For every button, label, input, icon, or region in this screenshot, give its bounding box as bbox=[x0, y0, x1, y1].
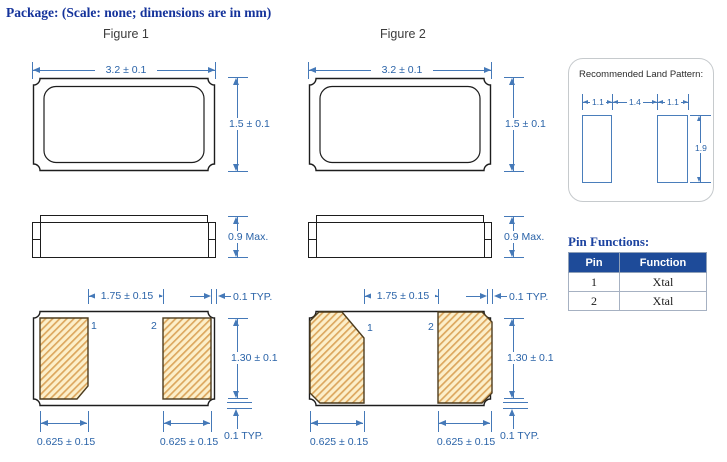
figure2-label: Figure 2 bbox=[380, 27, 426, 41]
fig1-pad-spacing-dim: 1.75 ± 0.15 bbox=[95, 290, 159, 302]
fig1-width-dim: 3.2 ± 0.1 bbox=[95, 64, 157, 76]
fig1-pad1-width-dim: 0.625 ± 0.15 bbox=[36, 436, 96, 448]
fig2-pad-length-dim: 1.30 ± 0.1 bbox=[507, 352, 554, 364]
fig1-pin1-label: 1 bbox=[91, 320, 97, 332]
table-header-row bbox=[569, 253, 707, 273]
fig2-pad2-width-dim: 0.625 ± 0.15 bbox=[436, 436, 496, 448]
land-gap-dim: 1.4 bbox=[629, 97, 641, 107]
land-pad1-width-dim: 1.1 bbox=[592, 97, 604, 107]
col-header-pin: Pin bbox=[569, 253, 620, 273]
fig2-pin1-label: 1 bbox=[367, 322, 373, 334]
fig2-edge-gap-bottom-dim: 0.1 TYP. bbox=[500, 430, 540, 442]
function-cell: Xtal bbox=[620, 273, 707, 292]
land-pad2-width-dim: 1.1 bbox=[667, 97, 679, 107]
pin-cell: 2 bbox=[569, 292, 620, 311]
fig2-edge-gap-top-dim: 0.1 TYP. bbox=[509, 291, 549, 303]
fig2-pin2-label: 2 bbox=[428, 321, 434, 333]
fig1-pad-length-dim: 1.30 ± 0.1 bbox=[231, 352, 278, 364]
fig1-thickness-dim: 0.9 Max. bbox=[228, 231, 269, 243]
function-cell: Xtal bbox=[620, 292, 707, 311]
figure1-label: Figure 1 bbox=[103, 27, 149, 41]
pin-cell: 1 bbox=[569, 273, 620, 292]
fig1-edge-gap-bottom-dim: 0.1 TYP. bbox=[224, 430, 264, 442]
fig2-width-dim: 3.2 ± 0.1 bbox=[371, 64, 433, 76]
pin-functions-title: Pin Functions: bbox=[568, 234, 650, 249]
fig1-pad2-width-dim: 0.625 ± 0.15 bbox=[159, 436, 219, 448]
pin-functions-table bbox=[568, 252, 707, 311]
fig2-thickness-dim: 0.9 Max. bbox=[504, 231, 545, 243]
fig1-height-dim: 1.5 ± 0.1 bbox=[229, 118, 270, 130]
fig2-pad1-width-dim: 0.625 ± 0.15 bbox=[309, 436, 369, 448]
fig2-height-dim: 1.5 ± 0.1 bbox=[505, 118, 546, 130]
land-pattern-title: Recommended Land Pattern: bbox=[579, 69, 704, 80]
table-row bbox=[569, 273, 707, 292]
fig2-pad-spacing-dim: 1.75 ± 0.15 bbox=[371, 290, 435, 302]
land-pad-height-dim: 1.9 bbox=[695, 143, 707, 153]
table-row bbox=[569, 292, 707, 311]
fig1-pin2-label: 2 bbox=[151, 320, 157, 332]
fig1-edge-gap-top-dim: 0.1 TYP. bbox=[233, 291, 273, 303]
page-title: Package: (Scale: none; dimensions are in mm) bbox=[6, 5, 272, 20]
col-header-function: Function bbox=[620, 253, 707, 273]
